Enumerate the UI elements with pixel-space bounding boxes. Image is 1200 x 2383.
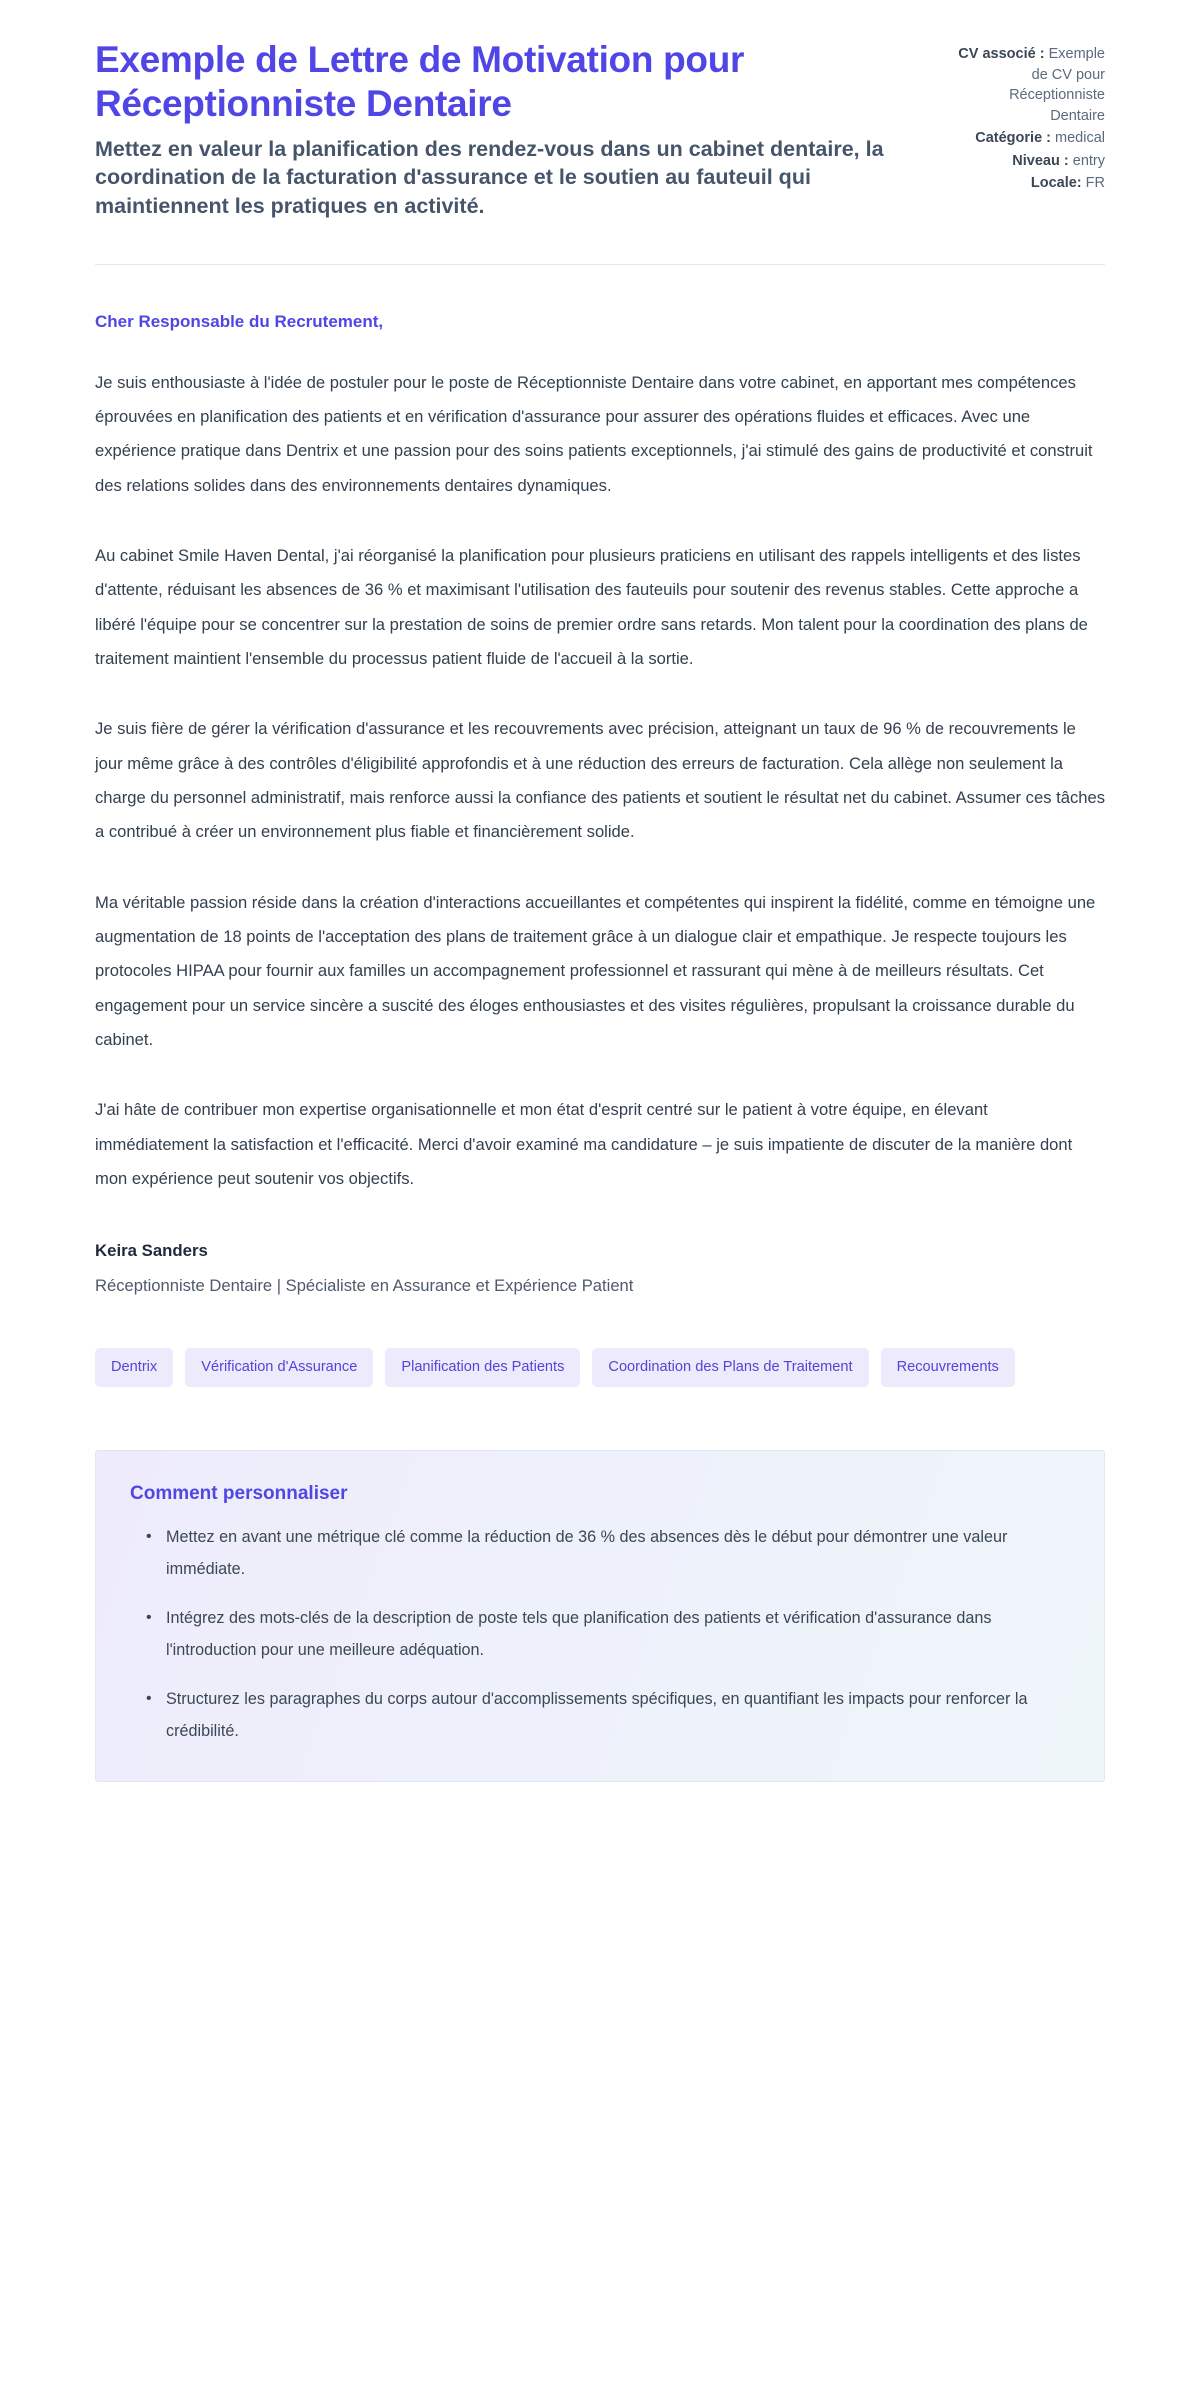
skill-tag-list [95,1348,1105,1387]
signature-role: Réceptionniste Dentaire | Spécialiste en Assurance et Expérience Patient [95,1276,634,1296]
callout-tip-item: • Intégrez des mots-clés de la description de poste tels que planification des patients et vérification d'assurance dans l'introduction pour une meilleure adéquation. [152,1602,1070,1667]
skill-tag[interactable]: Recouvrements [881,1348,1015,1387]
skill-tag[interactable]: Coordination des Plans de Traitement [592,1348,868,1387]
letter-paragraph: Je suis fière de gérer la vérification d'assurance et les recouvrements avec précision, atteignant un taux de 96 % de recouvrements le jour même grâce à des contrôles d'éligibilité approfondis et à une réduction des erreurs de facturation. Cela allège non seulement la charge du personnel administratif, mais renforce aussi la confiance des patients et soutient le résultat net du cabinet. Assumer ces tâches a contribué à créer un environnement plus fiable et financièrement solide. [95,719,1106,842]
meta-related-cv-value: Exemple de CV pour Réceptionniste Dentaire [1009,46,1105,124]
letter-paragraph: J'ai hâte de contribuer mon expertise organisationnelle et mon état d'esprit centré sur le patient à votre équipe, en élevant immédiatement la satisfaction et l'efficacité. Merci d'avoir examiné ma candidature – je suis impatiente de discuter de la manière dont mon expérience peut soutenir vos objectifs. [95,1100,1073,1189]
callout-tip-item: • Structurez les paragraphes du corps autour d'accomplissements spécifiques, en quantifiant les impacts pour renforcer la crédibilité. [152,1683,1070,1748]
header-title-block [95,38,885,221]
meta-level [955,151,1105,172]
meta-related-cv [955,44,1105,126]
signature-name: Keira Sanders [95,1241,208,1261]
meta-locale [955,173,1105,194]
skill-tag[interactable]: Dentrix [95,1348,173,1387]
document-metadata [955,38,1105,196]
meta-locale-value: FR [1085,175,1105,192]
meta-category [955,128,1105,149]
callout-tip-item: • Mettez en avant une métrique clé comme la réduction de 36 % des absences dès le début pour démontrer une valeur immédiate. [152,1521,1070,1586]
page-subtitle: Mettez en valeur la planification des rendez-vous dans un cabinet dentaire, la coordination de la facturation d'assurance et le soutien au fauteuil qui maintiennent les pratiques en activité. [95,136,884,218]
callout-title: Comment personnaliser [130,1483,348,1505]
callout-tip-list [130,1521,1070,1747]
letter-paragraph: Ma véritable passion réside dans la création d'interactions accueillantes et compétentes qui inspirent la fidélité, comme en témoigne une augmentation de 18 points de l'acceptation des plans de traitement grâce à un dialogue clair et empathique. Je respecte toujours les protocoles HIPAA pour fournir aux familles un accompagnement professionnel et rassurant qui mène à de meilleurs résultats. Cet engagement pour un service sincère a suscité des éloges enthousiastes et des visites régulières, propulsant la croissance durable du cabinet. [95,892,1096,1050]
customization-callout [95,1450,1105,1782]
meta-category-value: medical [1055,130,1105,147]
meta-level-label: Niveau : [1012,152,1069,169]
letter-body [95,265,1105,1197]
page-title: Exemple de Lettre de Motivation pour Réceptionniste Dentaire [95,39,745,125]
meta-locale-label: Locale: [1030,175,1082,192]
signature-block [95,1241,1105,1296]
letter-paragraph: Au cabinet Smile Haven Dental, j'ai réorganisé la planification pour plusieurs praticiens en utilisant des rappels intelligents et des listes d'attente, réduisant les absences de 36 % et maximisant l'utilisation des fauteuils pour soutenir des revenus stables. Cette approche a libéré l'équipe pour se concentrer sur la prestation de soins de premier ordre sans retards. Mon talent pour la coordination des plans de traitement maintient l'ensemble du processus patient fluide de l'accueil à la sortie. [95,545,1088,668]
skill-tag[interactable]: Vérification d'Assurance [185,1348,373,1387]
document-header [95,38,1105,221]
letter-paragraph: Je suis enthousiaste à l'idée de postuler pour le poste de Réceptionniste Dentaire dans votre cabinet, en apportant mes compétences éprouvées en planification des patients et en vérification d'assurance pour assurer des opérations fluides et efficaces. Avec une expérience pratique dans Dentrix et une passion pour des soins patients exceptionnels, j'ai stimulé des gains de productivité et construit des relations solides dans des environnements dentaires dynamiques. [95,372,1093,495]
meta-category-label: Catégorie : [975,130,1051,147]
letter-salutation: Cher Responsable du Recrutement, [95,311,384,331]
skill-tag[interactable]: Planification des Patients [385,1348,580,1387]
meta-level-value: entry [1072,152,1105,169]
meta-related-cv-label: CV associé : [958,46,1045,62]
